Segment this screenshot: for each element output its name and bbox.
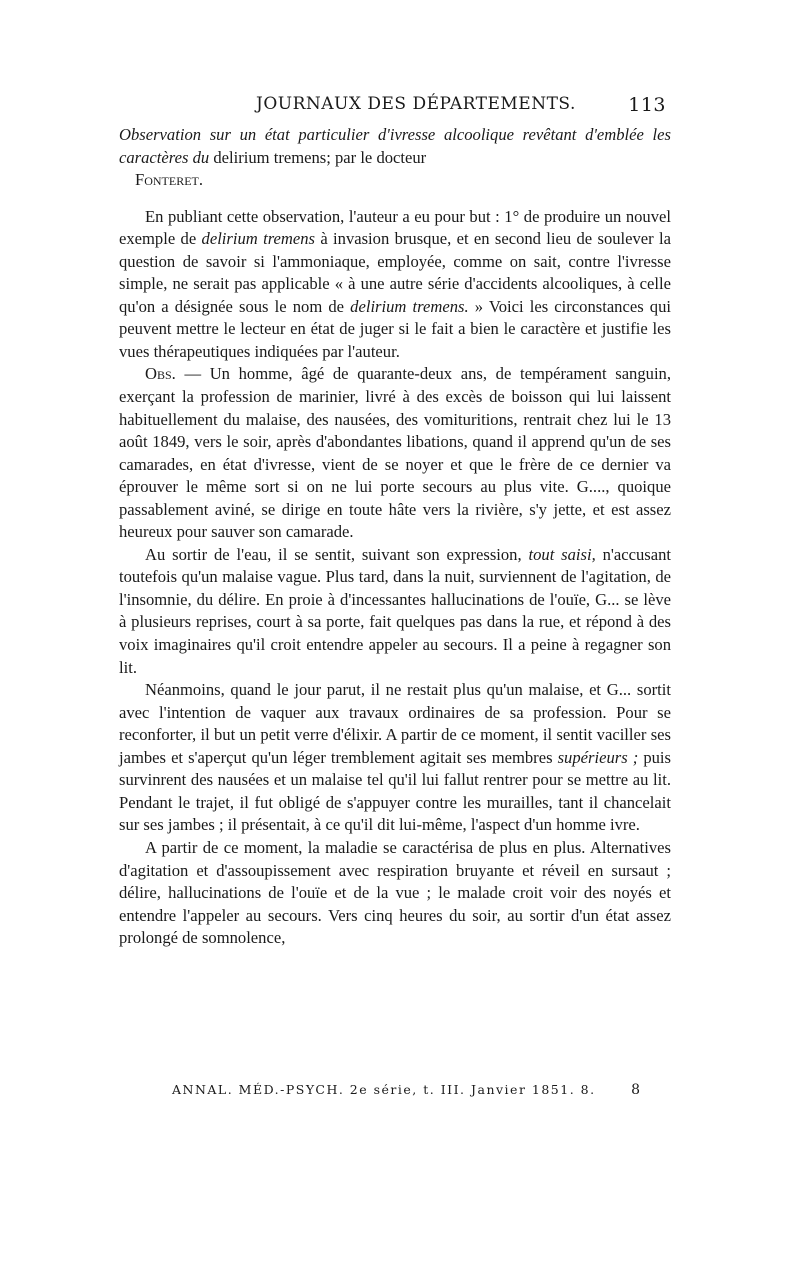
p1-text-1: En publiant cette observation, l'auteur a eu pour but : 1° de produire un nouvel exemple de <box>119 206 671 249</box>
page-body <box>119 124 671 950</box>
title-part-2: delirium <box>209 147 274 167</box>
p4-italic-1: supérieurs ; <box>557 747 639 767</box>
p3-text-2: n'accusant toutefois qu'un malaise vague. Plus tard, dans la nuit, surviennent de l'agitation, de l'insomnie, du délire. En proie à d'incessantes hallucinations de l'ouïe, G... se lève à plusieurs reprises, court à sa porte, fait quelques pas dans la rue, et répond à des voix imaginaires qu'il croit entendre appeler au secours. Il a peine à regagner son lit. <box>119 544 671 677</box>
observation-title <box>119 124 671 192</box>
title-part-3: tremens; par le docteur <box>273 147 427 167</box>
p1-text-2: à invasion brusque, et en second lieu de soulever la question de savoir si l'ammoniaque, employée, comme on sait, contre l'ivresse simple, ne serait pas applicable « à une autre série d'accidents alcooliques, à celle qu'on a désignée sous le nom de <box>119 229 671 316</box>
p4-text-2: puis survinrent des nausées et un malaise tel qu'il lui fallut rentrer pour se mettre au lit. Pendant le trajet, il fut obligé de s'appuyer contre les murailles, tant il chancelait sur ses jambes ; il présentait, à ce qu'il dit lui-même, l'aspect d'un homme ivre. <box>119 747 671 835</box>
obs-label: Obs. <box>145 364 176 384</box>
p3-italic-1: tout saisi, <box>528 544 596 564</box>
p5-text: A partir de ce moment, la maladie se caractérisa de plus en plus. Alternatives d'agitation et d'assoupissement avec respiration bruyante et réveil en sursaut ; délire, hallucinations de l'ouïe et de la vue ; le malade croit voir des noyés et entendre l'appeler au secours. Vers cinq heures du soir, au sortir d'un état assez prolongé de somnolence, <box>119 837 671 948</box>
paragraph-4 <box>119 679 671 837</box>
page-number: 113 <box>628 94 666 116</box>
p1-italic-2: delirium tremens. <box>350 296 469 316</box>
paragraph-3 <box>119 544 671 679</box>
footer-imprint: ANNAL. MÉD.-PSYCH. 2e série, t. III. Janvier 1851. 8. <box>172 1082 596 1097</box>
p1-italic-1: delirium tremens <box>201 229 316 249</box>
signature-mark: 8 <box>631 1082 640 1098</box>
title-author: Fonteret. <box>135 170 204 190</box>
paragraph-5 <box>119 837 671 950</box>
page-footer <box>172 1082 640 1097</box>
title-part-1: Observation sur un état particulier d'ivresse alcoolique revêtant d'emblée les caractères du <box>119 125 671 167</box>
page-header <box>118 94 668 118</box>
p4-text-1: Néanmoins, quand le jour parut, il ne restait plus qu'un malaise, et G... sortit avec l'intention de vaquer aux travaux ordinaires de sa profession. Pour se reconforter, il but un petit verre d'élixir. A partir de ce moment, il sentit vaciller ses jambes et s'aperçut qu'un léger tremblement agitait ses membres <box>119 680 671 767</box>
paragraph-2 <box>119 363 671 543</box>
p2-text: — Un homme, âgé de quarante-deux ans, de tempérament sanguin, exerçant la profession de marinier, livré à des excès de boisson qui lui laissent habituellement du malaise, des nausées, des vomituritions, rentrait chez lui le 13 août 1849, vers le soir, après d'abondantes libations, quand il apprend qu'un de ses camarades, en état d'ivresse, vient de se noyer et que le frère de ce dernier va éprouver le même sort si on ne lui porte secours au plus vite. G...., quoique passablement aviné, se dirige en toute hâte vers la rivière, s'y jette, et est assez heureux pour sauver son camarade. <box>119 364 671 542</box>
p3-text-1: Au sortir de l'eau, il se sentit, suivant son expression, <box>145 544 529 564</box>
paragraph-1 <box>119 206 671 364</box>
p1-text-3: » Voici les circonstances qui peuvent mettre le lecteur en état de juger si le fait a bien le caractère et justifie les vues thérapeutiques indiquées par l'auteur. <box>119 296 671 361</box>
running-title: JOURNAUX DES DÉPARTEMENTS. <box>256 94 576 114</box>
